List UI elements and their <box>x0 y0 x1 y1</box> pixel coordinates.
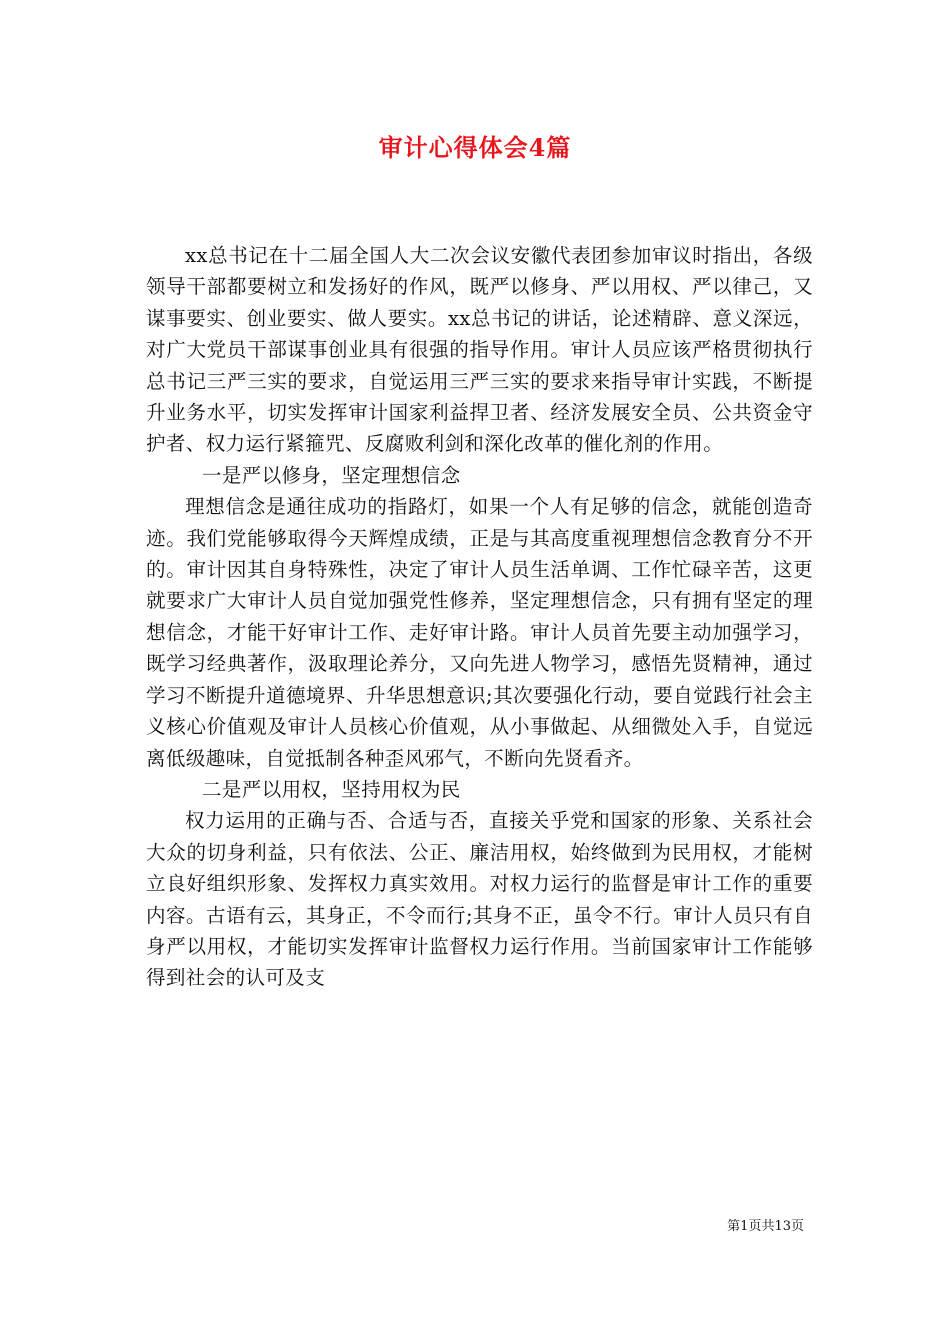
document-body <box>146 240 813 994</box>
section-heading-1: 一是严以修身，坚定理想信念 <box>202 463 461 487</box>
document-title: 审计心得体会4篇 <box>378 133 572 162</box>
paragraph-section-2: 权力运用的正确与否、合适与否，直接关乎党和国家的形象、关系社会大众的切身利益，只有依法、公正、廉洁用权，始终做到为民用权，才能树立良好组织形象、发挥权力真实效用。对权力运行的监督是审计工作的重要内容。古语有云，其身正，不令而行;其身不正，虽令不行。审计人员只有自身严以用权，才能切实发挥审计监督权力运行作用。当前国家审计工作能够得到社会的认可及支 <box>146 809 813 990</box>
page-number-footer: 第1页共13页 <box>727 1219 804 1234</box>
paragraph-section-1: 理想信念是通往成功的指路灯，如果一个人有足够的信念，就能创造奇迹。我们党能够取得今天辉煌成绩，正是与其高度重视理想信念教育分不开的。审计因其自身特殊性，决定了审计人员生活单调、工作忙碌辛苦，这更就要求广大审计人员自觉加强党性修养，坚定理想信念，只有拥有坚定的理想信念，才能干好审计工作、走好审计路。审计人员首先要主动加强学习，既学习经典著作，汲取理论养分，又向先进人物学习，感悟先贤精神，通过学习不断提升道德境界、升华思想意识;其次要强化行动，要自觉践行社会主义核心价值观及审计人员核心价值观，从小事做起、从细微处入手，自觉远离低级趣味，自觉抵制各种歪风邪气，不断向先贤看齐。 <box>146 495 813 770</box>
paragraph-intro: xx总书记在十二届全国人大二次会议安徽代表团参加审议时指出，各级领导干部都要树立和发扬好的作风，既严以修身、严以用权、严以律己，又谋事要实、创业要实、做人要实。xx总书记的讲话，论述精辟、意义深远，对广大党员干部谋事创业具有很强的指导作用。审计人员应该严格贯彻执行总书记三严三实的要求，自觉运用三严三实的要求来指导审计实践，不断提升业务水平，切实发挥审计国家利益捍卫者、经济发展安全员、公共资金守护者、权力运行紧箍咒、反腐败利剑和深化改革的催化剂的作用。 <box>146 244 813 456</box>
section-heading-2: 二是严以用权，坚持用权为民 <box>202 777 461 801</box>
